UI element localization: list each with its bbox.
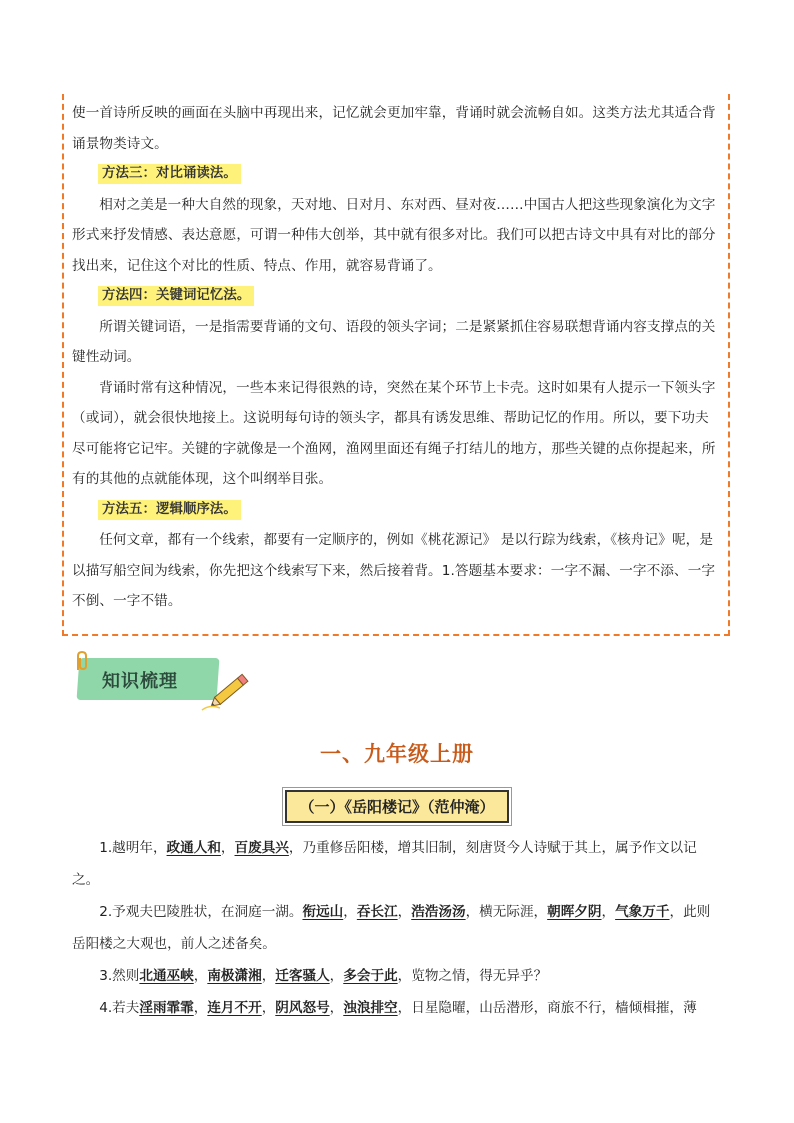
key-phrase: 吞长江	[356, 904, 398, 920]
line-text: ，	[329, 1000, 344, 1016]
line-text: ，日星隐曜，山岳潜形，商旅不行，樯倾楫摧，薄	[397, 1000, 697, 1016]
key-phrase: 浩浩汤汤	[411, 904, 466, 920]
key-phrase: 百废具兴	[234, 840, 289, 856]
subsection-title: （一）《岳阳楼记》（范仲淹）	[285, 790, 508, 823]
line-text: ，	[397, 904, 412, 920]
recitation-lines	[72, 832, 722, 1024]
key-phrase: 多会于此	[343, 968, 398, 984]
intro-paragraph: 使一首诗所反映的画面在头脑中再现出来，记忆就会更加牢靠，背诵时就会流畅自如。这类方法尤其适合背诵景物类诗文。	[72, 105, 716, 152]
line-text: ，此则岳阳楼之大观也，前人之述备矣。	[72, 904, 711, 952]
method-four-paragraph-2: 背诵时常有这种情况，一些本来记得很熟的诗，突然在某个环节上卡壳。这时如果有人提示一下领头字（或词），就会很快地接上。这说明每句诗的领头字，都具有诱发思维、帮助记忆的作用。所以，要下功夫尽可能将它记牢。关键的字就像是一个渔网，渔网里面还有绳子打结儿的地方，那些关键的点你提起来，所有的其他的点就能体现，这个叫纲举目张。	[72, 379, 716, 487]
method-five-row	[72, 495, 720, 526]
key-phrase: 阴风怒号	[275, 1000, 330, 1016]
method-five-paragraph: 任何文章，都有一个线索，都要有一定顺序的，例如《桃花源记》 是以行踪为线索，《核舟记》呢，是以描写船空间为线索，你先把这个线索写下来，然后接着背。1.答题基本要求：一字不漏、一字不添、一字不倒、一字不错。	[72, 532, 716, 609]
line-text: ，览物之情，得无异乎？	[397, 968, 548, 984]
line-text: ，	[220, 840, 235, 856]
line-text: ，乃重修岳阳楼，增其旧制，刻唐贤今人诗赋于其上，属予作文以记之。	[72, 840, 697, 888]
line-text: ，	[343, 904, 357, 920]
method-four-paragraph-1: 所谓关键词语，一是指需要背诵的文句、语段的领头字词；二是紧紧抓住容易联想背诵内容支撑点的关键性动词。	[72, 318, 716, 365]
method-five-label: 方法五：逻辑顺序法。	[98, 500, 241, 520]
line-text: 1.越明年，	[99, 840, 167, 856]
line-text: ，	[193, 1000, 208, 1016]
line-text: ，	[329, 968, 344, 984]
key-phrase: 衔远山	[302, 904, 344, 920]
line-text: 4.若夫	[99, 1000, 140, 1016]
key-phrase: 浊浪排空	[343, 1000, 398, 1016]
section-title: 一、九年级上册	[320, 742, 474, 766]
method-four-label: 方法四：关键词记忆法。	[98, 286, 254, 306]
line-text: ，	[193, 968, 208, 984]
key-phrase: 淫雨霏霏	[139, 1000, 194, 1016]
line-text: ，横无际涯，	[465, 904, 548, 920]
method-box-content	[72, 98, 720, 617]
paperclip-icon	[72, 650, 90, 672]
method-three-paragraph: 相对之美是一种大自然的现象，天对地、日对月、东对西、昼对夜……中国古人把这些现象演化为文字形式来抒发情感、表达意愿，可谓一种伟大创举，其中就有很多对比。我们可以把古诗文中具有对比的部分找出来，记住这个对比的性质、特点、作用，就容易背诵了。	[72, 196, 716, 274]
key-phrase: 北通巫峡	[139, 968, 194, 984]
recitation-line	[72, 832, 722, 896]
banner-label: 知识梳理	[102, 671, 178, 692]
method-three-label: 方法三：对比诵读法。	[98, 164, 241, 184]
line-text: 2.予观夫巴陵胜状，在洞庭一湖。	[99, 904, 303, 920]
key-phrase: 气象万千	[615, 904, 670, 920]
pencil-icon	[200, 668, 260, 714]
method-three-row	[72, 159, 720, 190]
recitation-line	[72, 992, 722, 1024]
line-text: ，	[261, 968, 276, 984]
key-phrase: 朝晖夕阴	[547, 904, 602, 920]
line-text: ，	[601, 904, 616, 920]
line-text: 3.然则	[99, 968, 140, 984]
key-phrase: 连月不开	[207, 1000, 262, 1016]
subsection-title-wrap	[0, 790, 794, 823]
line-text: ，	[261, 1000, 276, 1016]
key-phrase: 迁客骚人	[275, 968, 330, 984]
key-phrase: 南极潇湘	[207, 968, 262, 984]
recitation-line	[72, 896, 722, 960]
key-phrase: 政通人和	[166, 840, 221, 856]
method-four-row	[72, 281, 720, 312]
recitation-line	[72, 960, 722, 992]
